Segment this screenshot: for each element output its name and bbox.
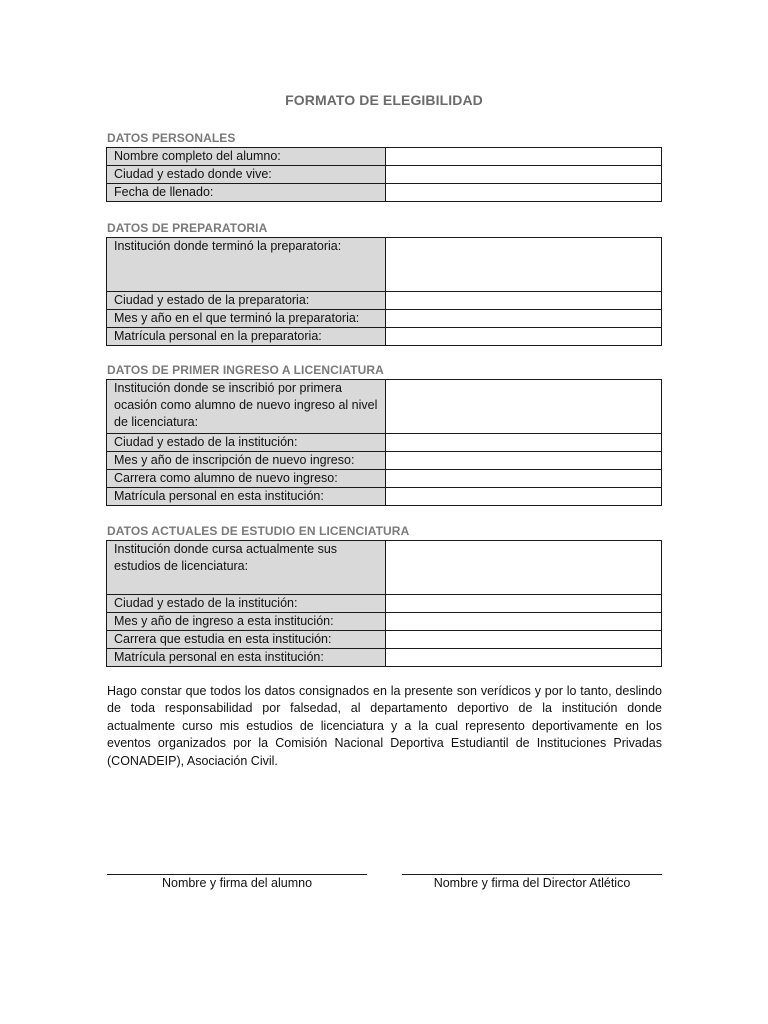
student-signature-label: Nombre y firma del alumno — [161, 876, 313, 890]
table-row — [107, 649, 662, 667]
field-label: Institución donde terminó la preparatoria: — [107, 238, 386, 292]
table-row — [107, 470, 662, 488]
table-row — [107, 595, 662, 613]
table-row — [107, 148, 662, 166]
field-label: Ciudad y estado de la institución: — [107, 434, 386, 452]
current-institution-id-field[interactable] — [386, 649, 662, 667]
table-row — [107, 310, 662, 328]
table-row — [107, 238, 662, 292]
personal-data-table — [106, 147, 662, 202]
field-label: Mes y año de ingreso a esta institución: — [107, 613, 386, 631]
section-heading-personal: DATOS PERSONALES — [107, 131, 236, 145]
section-heading-first-enrollment: DATOS DE PRIMER INGRESO A LICENCIATURA — [107, 363, 384, 377]
first-institution-id-field[interactable] — [386, 488, 662, 506]
document-title: FORMATO DE ELEGIBILIDAD — [285, 92, 483, 108]
student-signature-line[interactable] — [107, 874, 367, 875]
residence-field[interactable] — [386, 166, 662, 184]
table-row — [107, 292, 662, 310]
table-row — [107, 631, 662, 649]
highschool-institution-field[interactable] — [386, 238, 662, 292]
field-label: Matrícula personal en la preparatoria: — [107, 328, 386, 346]
table-row — [107, 380, 662, 434]
fill-date-field[interactable] — [386, 184, 662, 202]
current-studies-table — [106, 540, 662, 667]
current-major-field[interactable] — [386, 631, 662, 649]
field-label: Carrera como alumno de nuevo ingreso: — [107, 470, 386, 488]
table-row — [107, 452, 662, 470]
director-signature-label: Nombre y firma del Director Atlético — [433, 876, 631, 890]
section-heading-current-studies: DATOS ACTUALES DE ESTUDIO EN LICENCIATURA — [107, 524, 410, 538]
table-row — [107, 488, 662, 506]
first-major-field[interactable] — [386, 470, 662, 488]
first-enrollment-table — [106, 379, 662, 506]
field-label: Matrícula personal en esta institución: — [107, 488, 386, 506]
table-row — [107, 613, 662, 631]
field-label: Nombre completo del alumno: — [107, 148, 386, 166]
field-label: Fecha de llenado: — [107, 184, 386, 202]
field-label: Matrícula personal en esta institución: — [107, 649, 386, 667]
field-label: Mes y año en el que terminó la preparatoria: — [107, 310, 386, 328]
highschool-city-field[interactable] — [386, 292, 662, 310]
field-label: Institución donde cursa actualmente sus estudios de licenciatura: — [107, 541, 386, 595]
field-label: Institución donde se inscribió por primera ocasión como alumno de nuevo ingreso al nivel de licenciatura: — [107, 380, 386, 434]
current-institution-field[interactable] — [386, 541, 662, 595]
highschool-data-table — [106, 237, 662, 346]
field-label: Mes y año de inscripción de nuevo ingreso: — [107, 452, 386, 470]
first-institution-city-field[interactable] — [386, 434, 662, 452]
table-row — [107, 541, 662, 595]
field-label: Ciudad y estado de la preparatoria: — [107, 292, 386, 310]
first-enrollment-date-field[interactable] — [386, 452, 662, 470]
current-institution-city-field[interactable] — [386, 595, 662, 613]
field-label: Carrera que estudia en esta institución: — [107, 631, 386, 649]
field-label: Ciudad y estado de la institución: — [107, 595, 386, 613]
highschool-id-field[interactable] — [386, 328, 662, 346]
table-row — [107, 328, 662, 346]
current-enrollment-date-field[interactable] — [386, 613, 662, 631]
declaration-paragraph: Hago constar que todos los datos consignados en la presente son verídicos y por lo tanto, deslindo de toda responsabilidad por falsedad, al departamento deportivo de la institución donde actualmente curso mis estudios de licenciatura y a la cual represento deportivamente en los eventos organizados por la Comisión Nacional Deportiva Estudiantil de Instituciones Privadas (CONADEIP), Asociación Civil. — [107, 684, 662, 768]
director-signature-line[interactable] — [402, 874, 662, 875]
table-row — [107, 184, 662, 202]
student-name-field[interactable] — [386, 148, 662, 166]
section-heading-highschool: DATOS DE PREPARATORIA — [107, 221, 268, 235]
first-institution-field[interactable] — [386, 380, 662, 434]
table-row — [107, 166, 662, 184]
highschool-graduation-field[interactable] — [386, 310, 662, 328]
field-label: Ciudad y estado donde vive: — [107, 166, 386, 184]
table-row — [107, 434, 662, 452]
